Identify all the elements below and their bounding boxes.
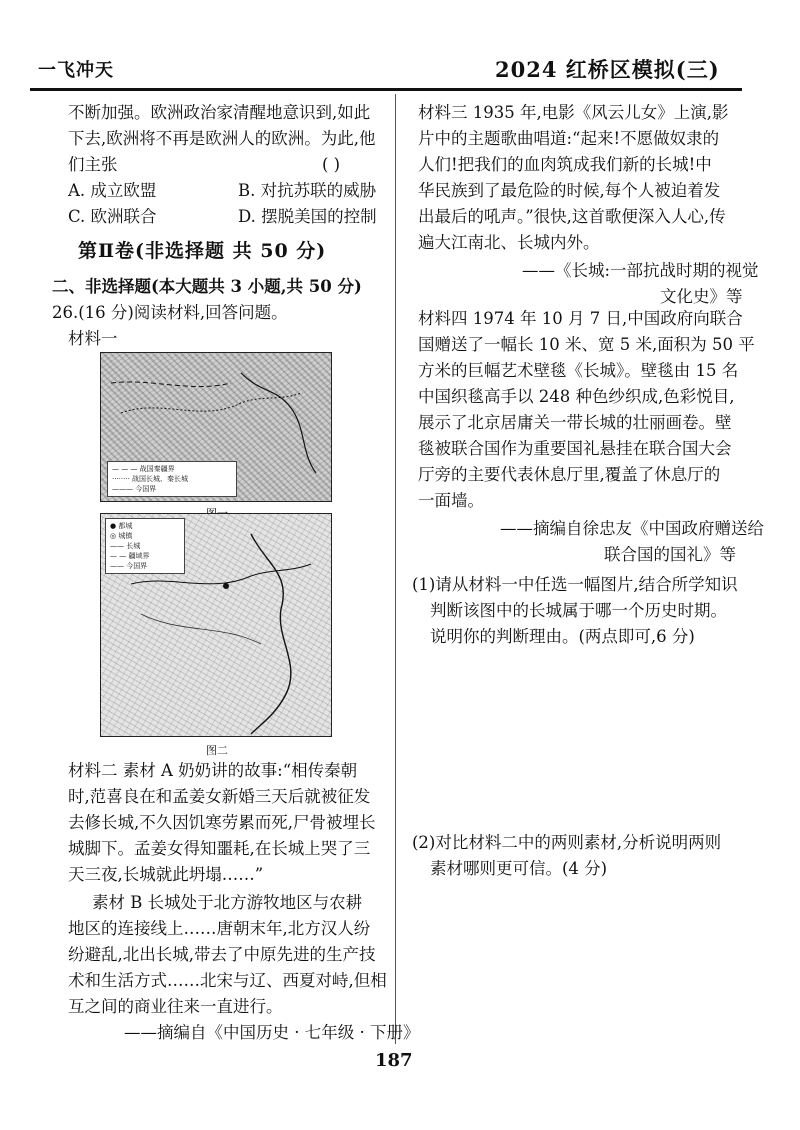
material2-source: ——摘编自《中国历史 · 七年级 · 下册》 [124, 1023, 420, 1042]
question-text-line: 下去,欧洲将不再是欧洲人的欧洲。为此,他 [68, 129, 376, 148]
map-figure-2 [100, 513, 332, 737]
section-title: 第Ⅱ卷(非选择题 共 50 分) [78, 240, 327, 262]
material2b-line: 术和生活方式……北宋与辽、西夏对峙,但相 [68, 971, 387, 990]
option-d: D. 摆脱美国的控制 [238, 207, 377, 226]
material4-line: 毯被联合国作为重要国礼悬挂在联合国大会 [418, 439, 732, 458]
legend-item: ● 都城 [110, 522, 133, 530]
question-26: 26.(16 分)阅读材料,回答问题。 [52, 303, 288, 322]
legend-item: ◎ 城镇 [110, 532, 133, 540]
material3-line: 华民族到了最危险的时候,每个人被迫着发 [418, 181, 721, 200]
header-rule [30, 88, 742, 91]
material2-line: 材料二 素材 A 奶奶讲的故事:“相传秦朝 [68, 761, 358, 780]
material3-source: ——《长城:一部抗战时期的视觉 [522, 261, 759, 280]
material3-source: 文化史》等 [660, 287, 743, 306]
material2b-line: 素材 B 长城处于北方游牧地区与农耕 [92, 893, 363, 912]
material2-line: 天三夜,长城就此坍塌……” [68, 865, 264, 884]
material2-line: 城脚下。孟姜女得知噩耗,在长城上哭了三 [68, 839, 371, 858]
page-number: 187 [375, 1050, 413, 1071]
material4-source: ——摘编自徐忠友《中国政府赠送给 [500, 519, 764, 538]
question-1-line: 判断该图中的长城属于哪一个历史时期。 [430, 601, 727, 620]
material2b-line: 地区的连接线上……唐朝末年,北方汉人纷 [68, 919, 371, 938]
material2-line: 去修长城,不久因饥寒劳累而死,尸骨被埋长 [68, 813, 376, 832]
material4-line: 方米的巨幅艺术壁毯《长城》。壁毯由 15 名 [418, 361, 739, 380]
question-1-line: 说明你的判断理由。(两点即可,6 分) [430, 627, 695, 646]
material1-label: 材料一 [68, 329, 118, 348]
question-text-line: 不断加强。欧洲政治家清醒地意识到,如此 [68, 103, 371, 122]
material3-line: 人们!把我们的血肉筑成我们新的长城!中 [418, 155, 712, 174]
material4-line: 展示了北京居庸关一带长城的壮丽画卷。壁 [418, 413, 732, 432]
option-a: A. 成立欧盟 [68, 181, 157, 200]
question-2-line: (2)对比材料二中的两则素材,分析说明两则 [412, 833, 722, 852]
material4-line: 一面墙。 [418, 491, 484, 510]
legend-item: —— 今国界 [110, 562, 148, 570]
material3-line: 材料三 1935 年,电影《风云儿女》上演,影 [418, 103, 729, 122]
material4-line: 厅旁的主要代表休息厅里,覆盖了休息厅的 [418, 465, 721, 484]
legend-item: — — — 战国秦疆界 [112, 465, 175, 473]
part-heading: 二、非选择题(本大题共 3 小题,共 50 分) [52, 277, 362, 296]
legend-item: — — 疆域界 [110, 552, 150, 560]
map2-legend [105, 518, 185, 574]
legend-item: ——— 今国界 [112, 485, 157, 493]
material4-line: 材料四 1974 年 10 月 7 日,中国政府向联合 [418, 309, 743, 328]
material4-line: 中国织毯高手以 248 种色纱织成,色彩悦目, [418, 387, 735, 406]
question-1-line: (1)请从材料一中任选一幅图片,结合所学知识 [412, 575, 738, 594]
option-b: B. 对抗苏联的威胁 [238, 181, 377, 200]
exam-title: 2024 红桥区模拟(三) [495, 57, 720, 82]
map-figure-1 [100, 352, 332, 502]
column-divider [395, 94, 396, 1044]
material4-source: 联合国的国礼》等 [604, 545, 736, 564]
material2b-line: 纷避乱,北出长城,带去了中原先进的生产技 [68, 945, 376, 964]
brand-label: 一飞冲天 [38, 60, 114, 81]
map2-caption: 图二 [206, 744, 228, 757]
material3-line: 出最后的吼声。”很快,这首歌便深入人心,传 [418, 207, 726, 226]
material3-line: 遍大江南北、长城内外。 [418, 233, 600, 252]
map1-legend [107, 461, 237, 497]
answer-paren: ( ) [322, 155, 341, 174]
question-2-line: 素材哪则更可信。(4 分) [430, 859, 608, 878]
legend-item: ········ 战国长城、秦长城 [112, 475, 189, 483]
question-text-line: 们主张 [68, 155, 118, 174]
material4-line: 国赠送了一幅长 10 米、宽 5 米,面积为 50 平 [418, 335, 755, 354]
material2-line: 时,范喜良在和孟姜女新婚三天后就被征发 [68, 787, 371, 806]
legend-item: —— 长城 [110, 542, 141, 550]
material2b-line: 互之间的商业往来一直进行。 [68, 997, 283, 1016]
material3-line: 片中的主题歌曲唱道:“起来!不愿做奴隶的 [418, 129, 720, 148]
option-c: C. 欧洲联合 [68, 207, 157, 226]
